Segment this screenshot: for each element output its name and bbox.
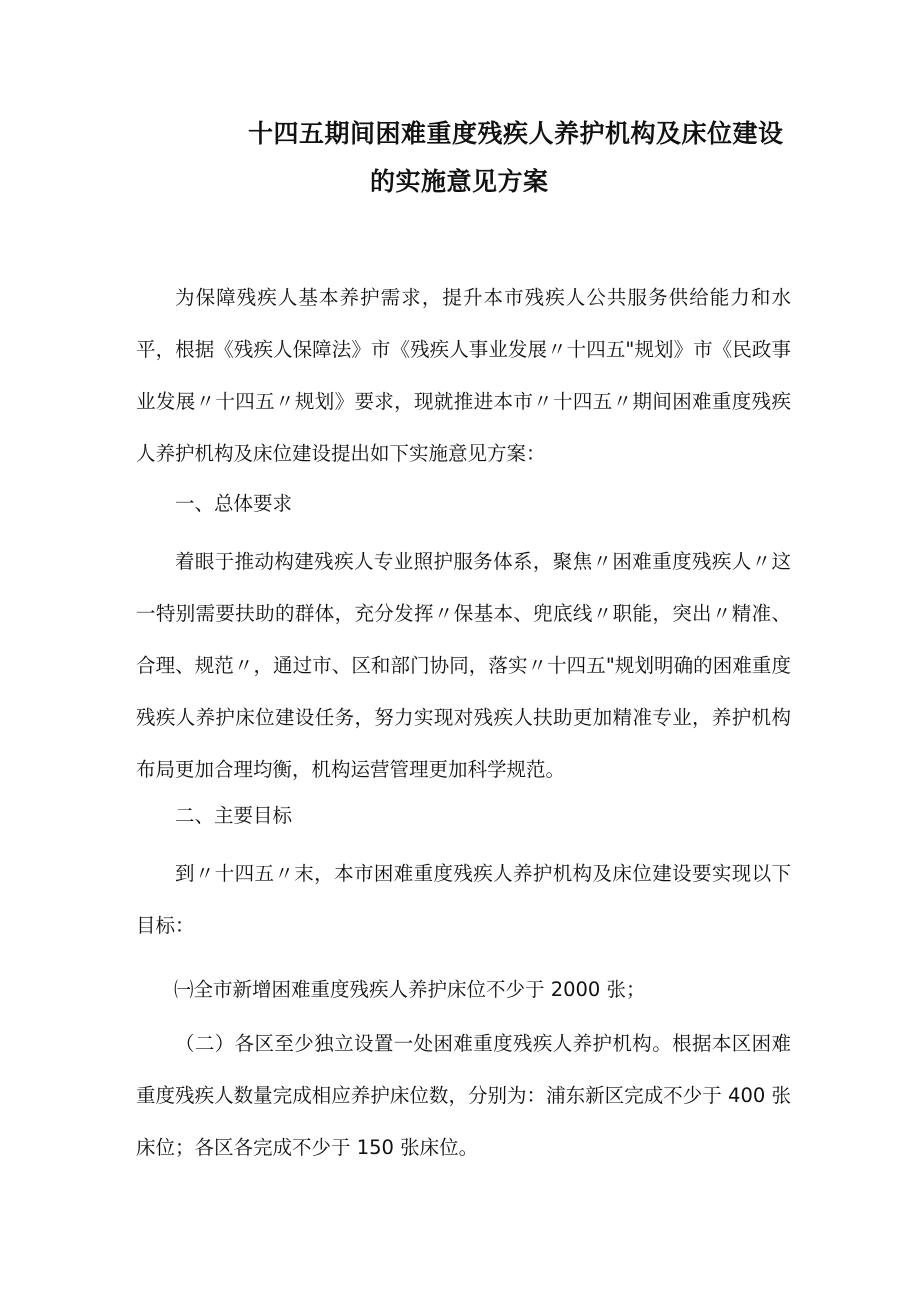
document-title-line-1: 十四五期间困难重度残疾人养护机构及床位建设 xyxy=(248,119,784,148)
intro-paragraph: 为保障残疾人基本养护需求，提升本市残疾人公共服务供给能力和水平，根据《残疾人保障法》市《残疾人事业发展〃十四五"规划》市《民政事业发展〃十四五〃规划》要求，现就推进本市〃十四五〃期间困难重度残疾人养护机构及床位建设提出如下实施意见方案： xyxy=(136,286,791,465)
goal-item-2: （二）各区至少独立设置一处困难重度残疾人养护机构。根据本区困难重度残疾人数量完成相应养护床位数，分别为：浦东新区完成不少于 400 张床位；各区各完成不少于 150 张床位。 xyxy=(136,1032,791,1159)
main-goals-intro-paragraph: 到〃十四五〃末，本市困难重度残疾人养护机构及床位建设要实现以下目标： xyxy=(136,862,791,937)
section-heading-main-goals: 二、主要目标 xyxy=(175,804,293,827)
general-requirements-paragraph: 着眼于推动构建残疾人专业照护服务体系，聚焦〃困难重度残疾人〃这一特别需要扶助的群体，充分发挥〃保基本、兜底线〃职能，突出〃精准、合理、规范〃，通过市、区和部门协同，落实〃十四五"规划明确的困难重度残疾人养护床位建设任务，努力实现对残疾人扶助更加精准专业，养护机构布局更加合理均衡，机构运营管理更加科学规范。 xyxy=(136,550,791,781)
document-title-line-2: 的实施意见方案 xyxy=(370,167,549,196)
section-heading-general-requirements: 一、总体要求 xyxy=(175,492,293,515)
goal-item-1: ㈠全市新增困难重度残疾人养护床位不少于 2000 张； xyxy=(174,978,646,1001)
